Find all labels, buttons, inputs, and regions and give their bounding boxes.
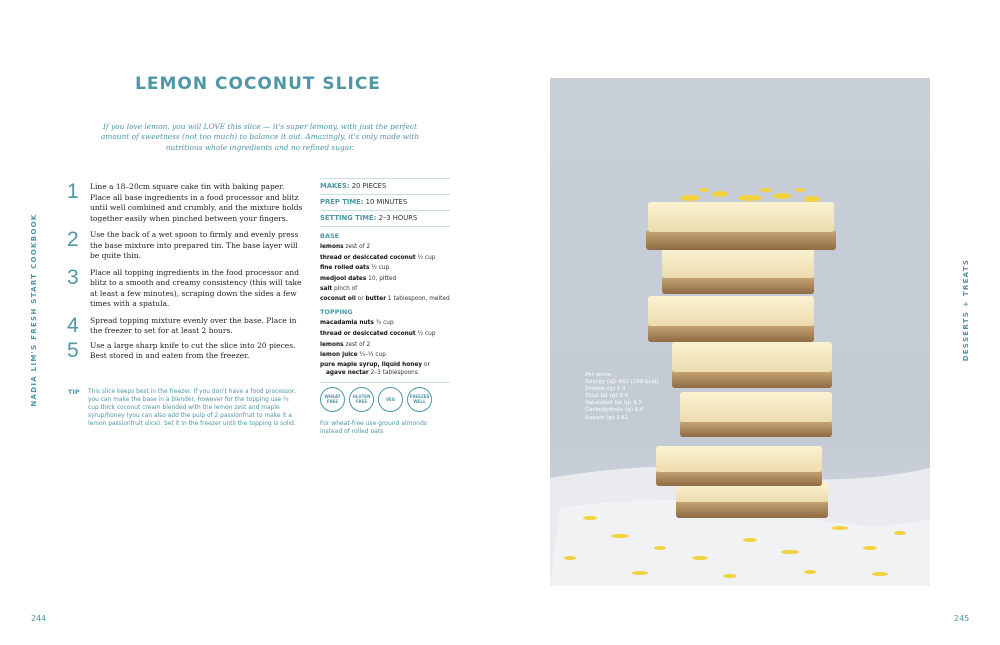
step-text: Use a large sharp knife to cut the slice into 20 pieces. Best stored in and eaten from the freezer.	[90, 340, 296, 360]
prep-time-row	[320, 195, 450, 211]
ingredient: macadamia nuts ¾ cup	[320, 320, 394, 327]
recipe-intro: If you love lemon, you will LOVE this slice — it's super lemony, with just the perfect amount of sweetness (not too much) to balance it out. Amazingly, it's only made with nutritious whole ingredients and no refined sugar.	[100, 122, 420, 152]
step-text: Spread topping mixture evenly over the base. Place in the freezer to set for at least 2 hours.	[90, 315, 297, 335]
ingredient: salt pinch of	[320, 286, 358, 293]
ingredient: lemons zest of 2	[320, 244, 371, 250]
nutrition-line: Total fat (g) 8.6	[585, 393, 629, 400]
setting-time-row	[320, 211, 450, 227]
recipe-photo	[550, 78, 930, 586]
makes-row	[320, 178, 450, 195]
recipe-title: LEMON COCONUT SLICE	[135, 74, 381, 94]
step-3	[64, 265, 306, 310]
tip-text: This slice keeps best in the freezer. If you don't have a food processor, you can make the base in a blender, however for the topping use ¾ cup thick coconut cream blended with the lemon zest and maple syrup/honey (you can also add the pulp of 2 passionfruit to make it a lemon passionfruit slice). Set it in the freezer until the topping is solid.	[88, 389, 296, 427]
slice-stack	[646, 202, 836, 518]
ingredient: thread or desiccated coconut ½ cup	[320, 331, 436, 338]
recipe-info	[320, 178, 450, 436]
vegetarian-badge: VEG	[378, 387, 403, 412]
prep-time-label: PREP TIME:	[320, 198, 364, 206]
ingredient: lemon juice ¼–⅓ cup	[320, 352, 386, 359]
ingredient: thread or desiccated coconut ½ cup	[320, 254, 436, 261]
setting-time-value: 2–3 HOURS	[376, 214, 418, 222]
ingredient: medjool dates 10, pitted	[320, 275, 397, 282]
step-4	[64, 313, 306, 337]
nutrition-info	[585, 372, 659, 422]
nutrition-line: Energy (kJ) 461 (109 kcal)	[585, 379, 659, 386]
wheat-free-badge: WHEAT FREE	[320, 387, 345, 412]
slice-stack-illustration	[550, 78, 930, 586]
step-5	[64, 338, 306, 362]
step-text: Place all topping ingredients in the food processor and blitz to a smooth and creamy consistency (this will take at least a few minutes), scraping down the sides a few times with a spatula.	[90, 267, 302, 308]
topping-heading: TOPPING	[320, 308, 353, 317]
nutrition-line: Saturated fat (g) 4.5	[585, 400, 643, 407]
running-title-left: NADIA LIM'S FRESH START COOKBOOK	[30, 213, 38, 407]
base-heading: BASE	[320, 232, 340, 240]
nutrition-line: Carbohydrate (g) 6.6	[585, 407, 644, 414]
step-number: 1	[67, 180, 79, 203]
wheat-free-note: For wheat-free use ground almonds instead of rolled oats	[320, 419, 427, 435]
tip-box	[68, 388, 300, 428]
diet-badges	[320, 382, 450, 412]
step-number: 4	[67, 313, 79, 337]
page-number-left: 244	[31, 614, 47, 623]
step-text: Use the back of a wet spoon to firmly and evenly press the base mixture into prepared tin. The base layer will be quite thin.	[90, 230, 299, 260]
ingredient: coconut oil or butter 1 tablespoon, melted	[320, 295, 450, 302]
per-serve-label: Per serve	[585, 372, 612, 378]
step-2	[64, 230, 306, 262]
ingredient: lemons zest of 2	[320, 341, 371, 348]
step-number: 2	[67, 228, 79, 251]
setting-time-label: SETTING TIME:	[320, 214, 377, 222]
freezes-well-badge: FREEZES WELL	[407, 387, 432, 412]
method-steps	[64, 182, 306, 362]
gluten-free-badge: GLUTEN FREE	[349, 387, 374, 412]
page-number-right: 245	[954, 614, 970, 623]
step-number: 3	[67, 265, 79, 289]
makes-label: MAKES:	[320, 182, 350, 190]
step-text: Line a 18–20cm square cake tin with baking paper. Place all base ingredients in a food processor and blitz until well combined and crumbly, and the mixture holds together easily when pinched between your fingers.	[90, 182, 303, 223]
ingredient: fine rolled oats ½ cup	[320, 265, 390, 272]
nutrition-line: Sugars (g) 3.62	[585, 414, 629, 421]
makes-value: 20 PIECES	[349, 182, 387, 190]
nutrition-line: Protein (g) 1.4	[585, 386, 626, 393]
prep-time-value: 10 MINUTES	[363, 198, 408, 206]
running-title-right: DESSERTS + TREATS	[962, 258, 970, 362]
step-1	[64, 182, 306, 224]
step-number: 5	[67, 338, 79, 362]
tip-label: TIP	[68, 388, 80, 396]
ingredient: pure maple syrup, liquid honey or agave nectar 2–3 tablespoons	[320, 361, 430, 377]
